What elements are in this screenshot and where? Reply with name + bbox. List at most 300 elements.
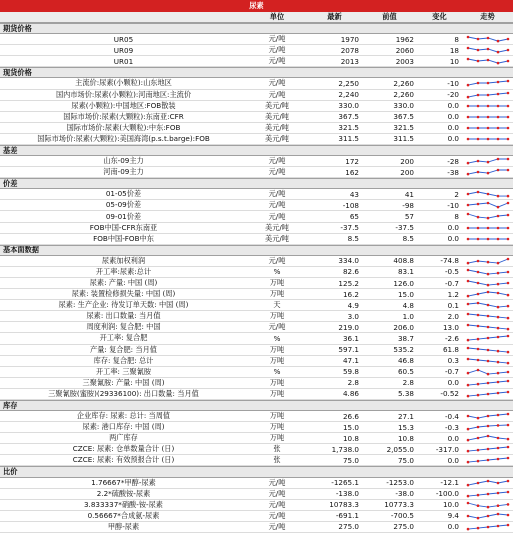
sparkline-point	[476, 417, 479, 420]
sparkline-point	[476, 504, 479, 507]
row-label: FOB中国-CFR东南亚	[89, 222, 158, 232]
sparkline-point	[496, 292, 499, 295]
sparkline-point	[496, 349, 499, 352]
row-latest: 3.0	[347, 311, 359, 321]
sparkline-point	[466, 126, 469, 129]
row-change: 9.4	[447, 511, 459, 521]
sparkline-point	[476, 237, 479, 240]
sparkline-chart	[465, 368, 511, 376]
row-latest: 162	[345, 167, 359, 177]
row-unit: 元/吨	[268, 477, 286, 487]
table-row	[0, 267, 513, 278]
row-unit: 元/吨	[268, 56, 286, 66]
sparkline-point	[486, 217, 489, 220]
sparkline-point	[476, 394, 479, 397]
row-change: 0.0	[447, 123, 459, 133]
sparkline-point	[486, 261, 489, 264]
sparkline-point	[506, 305, 509, 308]
row-unit: 元/吨	[268, 156, 286, 166]
row-latest: 321.5	[338, 123, 359, 133]
row-change: -74.8	[440, 256, 459, 266]
sparkline-point	[466, 173, 469, 176]
table-row	[0, 433, 513, 444]
sparkline-point	[486, 284, 489, 287]
sparkline-point	[466, 303, 469, 306]
sparkline-point	[506, 80, 509, 83]
sparkline-point	[476, 60, 479, 63]
row-latest: 26.6	[342, 411, 359, 421]
row-trend	[462, 444, 513, 454]
sparkline-point	[496, 51, 499, 54]
row-unit: 万吨	[269, 355, 285, 365]
row-trend	[462, 278, 513, 288]
sparkline-point	[466, 47, 469, 50]
table-row	[0, 522, 513, 533]
row-unit: 元/吨	[268, 322, 286, 332]
sparkline-point	[486, 425, 489, 428]
sparkline-point	[506, 126, 509, 129]
row-prev: 330.0	[393, 101, 414, 111]
row-label: 河南-09主力	[103, 167, 144, 177]
header-prev: 前值	[382, 12, 397, 21]
sparkline-point	[506, 258, 509, 261]
sparkline-point	[496, 371, 499, 374]
row-change: 8	[454, 34, 459, 44]
sparkline-point	[496, 437, 499, 440]
row-change: -317.0	[435, 444, 459, 454]
row-latest: 330.0	[338, 101, 359, 111]
sparkline-point	[476, 171, 479, 174]
row-latest: -138.0	[335, 489, 359, 499]
row-trend	[462, 134, 513, 144]
sparkline-point	[486, 435, 489, 438]
row-latest: 172	[345, 156, 359, 166]
sparkline-point	[496, 424, 499, 427]
sparkline-point	[496, 458, 499, 461]
sparkline-point	[466, 346, 469, 349]
sparkline-point	[466, 313, 469, 316]
table-row	[0, 345, 513, 356]
row-latest: 10.8	[342, 433, 359, 443]
table-row	[0, 123, 513, 134]
row-label: 国际市场价:尿素(大颗粒):美国海湾(p.s.t.barge):FOB	[37, 133, 210, 143]
sparkline-point	[486, 237, 489, 240]
sparkline-point	[476, 38, 479, 41]
table-row	[0, 322, 513, 333]
table-row	[0, 211, 513, 222]
row-label: CZCE: 尿素: 有效预报合计 (日)	[72, 455, 175, 465]
sparkline-point	[496, 447, 499, 450]
sparkline-chart	[465, 102, 511, 110]
sparkline-point	[466, 138, 469, 141]
sparkline-point	[506, 379, 509, 382]
row-unit: 万吨	[269, 377, 285, 387]
row-trend	[462, 289, 513, 299]
row-label: 01-05价差	[105, 189, 142, 199]
sparkline-point	[486, 126, 489, 129]
row-label: 三聚氰胺(蜜胺)(29336100): 出口数量: 当月值	[48, 388, 199, 398]
sparkline-point	[496, 327, 499, 330]
table-row	[0, 500, 513, 511]
sparkline-point	[506, 424, 509, 427]
row-prev: 5.38	[397, 389, 414, 399]
row-prev: 200	[400, 167, 414, 177]
table-row	[0, 34, 513, 45]
sparkline-point	[506, 370, 509, 373]
row-latest: 275.0	[338, 522, 359, 532]
sparkline-point	[506, 457, 509, 460]
sparkline-point	[476, 138, 479, 141]
sparkline-chart	[465, 456, 511, 464]
row-latest: 4.9	[347, 300, 359, 310]
row-change: -0.4	[444, 411, 459, 421]
table-row	[0, 101, 513, 112]
sparkline-point	[476, 426, 479, 429]
sparkline-point	[476, 160, 479, 163]
sparkline-point	[496, 283, 499, 286]
sparkline-point	[486, 115, 489, 118]
row-unit: 万吨	[269, 311, 285, 321]
row-trend	[462, 45, 513, 55]
row-change: -28	[447, 156, 459, 166]
row-change: -100.0	[435, 489, 459, 499]
row-label: UR05	[113, 34, 134, 44]
sparkline-point	[486, 515, 489, 518]
sparkline-point	[486, 138, 489, 141]
sparkline-point	[496, 206, 499, 209]
section-header	[0, 145, 513, 156]
table-row	[0, 200, 513, 211]
sparkline-chart	[465, 124, 511, 132]
sparkline-point	[486, 104, 489, 107]
sparkline-point	[486, 273, 489, 276]
sparkline-point	[486, 479, 489, 482]
row-prev: 10773.3	[384, 500, 414, 510]
row-prev: 1.0	[402, 311, 414, 321]
row-latest: 2,240	[338, 90, 359, 100]
sparkline-point	[486, 291, 489, 294]
sparkline-point	[466, 213, 469, 216]
sparkline-point	[496, 272, 499, 275]
row-trend	[462, 389, 513, 399]
row-label: FOB中国-FOB中东	[93, 233, 154, 243]
sparkline-point	[486, 348, 489, 351]
sparkline-point	[466, 262, 469, 265]
sparkline-point	[476, 203, 479, 206]
row-trend	[462, 500, 513, 510]
row-label: 尿素加权利润	[101, 255, 146, 265]
row-label: 3.833337*硝酸-铵-尿素	[83, 499, 163, 509]
row-unit: %	[273, 267, 281, 277]
row-unit: 万吨	[269, 433, 285, 443]
row-change: 0.0	[447, 234, 459, 244]
row-latest: 59.8	[342, 367, 359, 377]
row-change: 1.2	[447, 289, 459, 299]
row-latest: 36.1	[342, 333, 359, 343]
sparkline-point	[506, 490, 509, 493]
sparkline-point	[466, 95, 469, 98]
row-latest: 334.0	[338, 256, 359, 266]
sparkline-point	[476, 460, 479, 463]
table-row	[0, 90, 513, 101]
sparkline-point	[466, 324, 469, 327]
table-row	[0, 78, 513, 89]
row-unit: 元/吨	[268, 521, 286, 531]
row-prev: -1253.0	[386, 478, 414, 488]
row-change: 0.0	[447, 522, 459, 532]
sparkline-chart	[465, 434, 511, 442]
table-row	[0, 389, 513, 400]
section-header	[0, 23, 513, 34]
row-label: UR01	[113, 56, 134, 66]
row-change: -0.7	[444, 278, 459, 288]
sparkline-point	[476, 368, 479, 371]
sparkline-chart	[465, 57, 511, 65]
sparkline-point	[506, 115, 509, 118]
sparkline-point	[486, 48, 489, 51]
row-unit: 元/吨	[268, 488, 286, 498]
row-change: 10.0	[442, 500, 459, 510]
sparkline-point	[466, 280, 469, 283]
row-change: 10	[449, 56, 459, 66]
row-change: -38	[447, 167, 459, 177]
sparkline-chart	[465, 512, 511, 520]
row-trend	[462, 511, 513, 521]
sparkline-chart	[465, 346, 511, 354]
sparkline-point	[506, 195, 509, 198]
row-latest: 1970	[340, 34, 359, 44]
sparkline-chart	[465, 357, 511, 365]
table-row	[0, 478, 513, 489]
sparkline-point	[496, 491, 499, 494]
table-row	[0, 300, 513, 311]
row-latest: 2,250	[338, 78, 359, 88]
sparkline-point	[506, 104, 509, 107]
sparkline-point	[496, 414, 499, 417]
sparkline-chart	[465, 323, 511, 331]
sparkline-point	[466, 461, 469, 464]
table-row	[0, 223, 513, 234]
row-unit: 美元/吨	[265, 100, 289, 110]
sparkline-point	[486, 372, 489, 375]
sparkline-point	[506, 138, 509, 141]
section-title: 现货价格	[3, 68, 32, 77]
row-unit: 张	[273, 444, 281, 454]
sparkline-point	[476, 481, 479, 484]
sparkline-point	[496, 226, 499, 229]
row-change: 18	[449, 45, 459, 55]
row-label: 甲醇-尿素	[107, 521, 140, 531]
row-prev: 200	[400, 156, 414, 166]
row-latest: 2078	[340, 45, 359, 55]
row-unit: 元/吨	[268, 167, 286, 177]
row-trend	[462, 234, 513, 244]
sparkline-point	[506, 60, 509, 63]
table-row	[0, 333, 513, 344]
sparkline-point	[486, 337, 489, 340]
sparkline-chart	[465, 235, 511, 243]
sparkline-point	[506, 237, 509, 240]
row-trend	[462, 333, 513, 343]
row-prev: 4.8	[402, 300, 414, 310]
row-label: 0.56667*合成氨-尿素	[87, 510, 160, 520]
row-unit: 元/吨	[268, 211, 286, 221]
sparkline-point	[486, 506, 489, 509]
sparkline-chart	[465, 157, 511, 165]
sparkline-point	[496, 126, 499, 129]
sparkline-point	[506, 158, 509, 161]
sparkline-chart	[465, 490, 511, 498]
row-prev: 75.0	[397, 455, 414, 465]
row-change: 0.0	[447, 101, 459, 111]
row-prev: 27.1	[397, 411, 414, 421]
row-label: 国内市场价:尿素(小颗粒):河南地区:主流价	[55, 89, 192, 99]
row-label: 产量: 复合肥: 当月值	[90, 344, 157, 354]
sparkline-point	[466, 439, 469, 442]
row-unit: 美元/吨	[265, 122, 289, 132]
row-latest: 82.6	[342, 267, 359, 277]
table-row	[0, 56, 513, 67]
sparkline-point	[476, 358, 479, 361]
row-latest: 367.5	[338, 112, 359, 122]
table-row	[0, 156, 513, 167]
row-label: 周度利润: 复合肥: 中国	[86, 322, 161, 332]
sparkline-point	[486, 193, 489, 196]
table-row	[0, 256, 513, 267]
sparkline-point	[496, 215, 499, 218]
sparkline-point	[466, 450, 469, 453]
row-change: -0.5	[444, 267, 459, 277]
sparkline-point	[506, 317, 509, 320]
sparkline-point	[466, 528, 469, 531]
row-prev: 2,260	[393, 90, 414, 100]
row-unit: 元/吨	[268, 499, 286, 509]
sparkline-point	[496, 115, 499, 118]
row-label: 09-01价差	[105, 211, 142, 221]
sparkline-point	[496, 104, 499, 107]
row-prev: 10.8	[397, 433, 414, 443]
sparkline-point	[506, 479, 509, 482]
sparkline-point	[486, 526, 489, 529]
row-prev: 2003	[395, 56, 414, 66]
row-label: 尿素: 出口数量: 当月值	[86, 311, 161, 321]
row-prev: 408.8	[393, 256, 414, 266]
sparkline-chart	[465, 91, 511, 99]
section-title: 价差	[3, 179, 18, 188]
row-unit: 元/吨	[268, 45, 286, 55]
row-trend	[462, 300, 513, 310]
row-unit: %	[273, 333, 281, 343]
sparkline-point	[486, 161, 489, 164]
row-latest: -108	[342, 200, 359, 210]
row-prev: 2.8	[402, 378, 414, 388]
sparkline-point	[486, 393, 489, 396]
sparkline-point	[506, 294, 509, 297]
sparkline-point	[466, 237, 469, 240]
row-trend	[462, 90, 513, 100]
row-prev: 2,055.0	[386, 444, 414, 454]
row-trend	[462, 422, 513, 432]
sparkline-point	[486, 326, 489, 329]
sparkline-point	[506, 413, 509, 416]
row-prev: 311.5	[393, 134, 414, 144]
sparkline-chart	[465, 501, 511, 509]
sparkline-point	[496, 81, 499, 84]
sparkline-point	[486, 202, 489, 205]
section-header	[0, 400, 513, 411]
row-label: 尿素: 装置检修损失量: 中国 (周)	[71, 289, 176, 299]
sparkline-point	[506, 202, 509, 205]
sparkline-chart	[465, 423, 511, 431]
sparkline-point	[476, 49, 479, 52]
row-unit: 元/吨	[268, 89, 286, 99]
row-prev: -700.5	[390, 511, 414, 521]
sparkline-point	[496, 262, 499, 265]
row-latest: 219.0	[338, 322, 359, 332]
row-prev: 83.1	[397, 267, 414, 277]
row-change: -0.52	[440, 389, 459, 399]
row-change: 8	[454, 212, 459, 221]
sparkline-point	[466, 384, 469, 387]
table-row	[0, 455, 513, 466]
row-latest: 597.1	[338, 345, 359, 355]
row-trend	[462, 367, 513, 377]
sparkline-point	[496, 237, 499, 240]
row-label: 05-09价差	[105, 200, 142, 210]
sparkline-point	[476, 216, 479, 219]
sparkline-point	[466, 483, 469, 486]
row-latest: 8.5	[347, 234, 359, 244]
table-row	[0, 112, 513, 123]
row-prev: 535.2	[393, 345, 414, 355]
row-latest: 65	[349, 212, 359, 221]
section-title: 比价	[3, 467, 18, 477]
section-title: 基本面数据	[3, 245, 39, 255]
table-row	[0, 45, 513, 56]
row-change: -2.6	[444, 333, 459, 343]
table-title	[0, 0, 513, 12]
row-unit: 元/吨	[268, 200, 286, 210]
sparkline-chart	[465, 224, 511, 232]
sparkline-point	[476, 82, 479, 85]
sparkline-chart	[465, 334, 511, 342]
header-trend: 走势	[480, 12, 495, 21]
header-latest: 最新	[327, 12, 342, 21]
table-row	[0, 422, 513, 433]
sparkline-point	[506, 328, 509, 331]
sparkline-point	[486, 359, 489, 362]
sparkline-point	[496, 195, 499, 198]
sparkline-point	[476, 347, 479, 350]
sparkline-point	[506, 38, 509, 41]
row-latest: 15.0	[342, 422, 359, 432]
row-trend	[462, 101, 513, 111]
sparkline-point	[466, 226, 469, 229]
sparkline-point	[476, 302, 479, 305]
sparkline-point	[466, 494, 469, 497]
sparkline-point	[476, 104, 479, 107]
row-latest: -37.5	[340, 223, 359, 233]
table-row	[0, 311, 513, 322]
sparkline-chart	[465, 257, 511, 265]
row-unit: 万吨	[269, 422, 285, 432]
sparkline-point	[496, 62, 499, 65]
row-latest: 47.1	[342, 356, 359, 366]
table-row	[0, 378, 513, 389]
row-prev: 126.0	[393, 278, 414, 288]
row-change: -0.7	[444, 367, 459, 377]
row-prev: 1962	[395, 34, 414, 44]
